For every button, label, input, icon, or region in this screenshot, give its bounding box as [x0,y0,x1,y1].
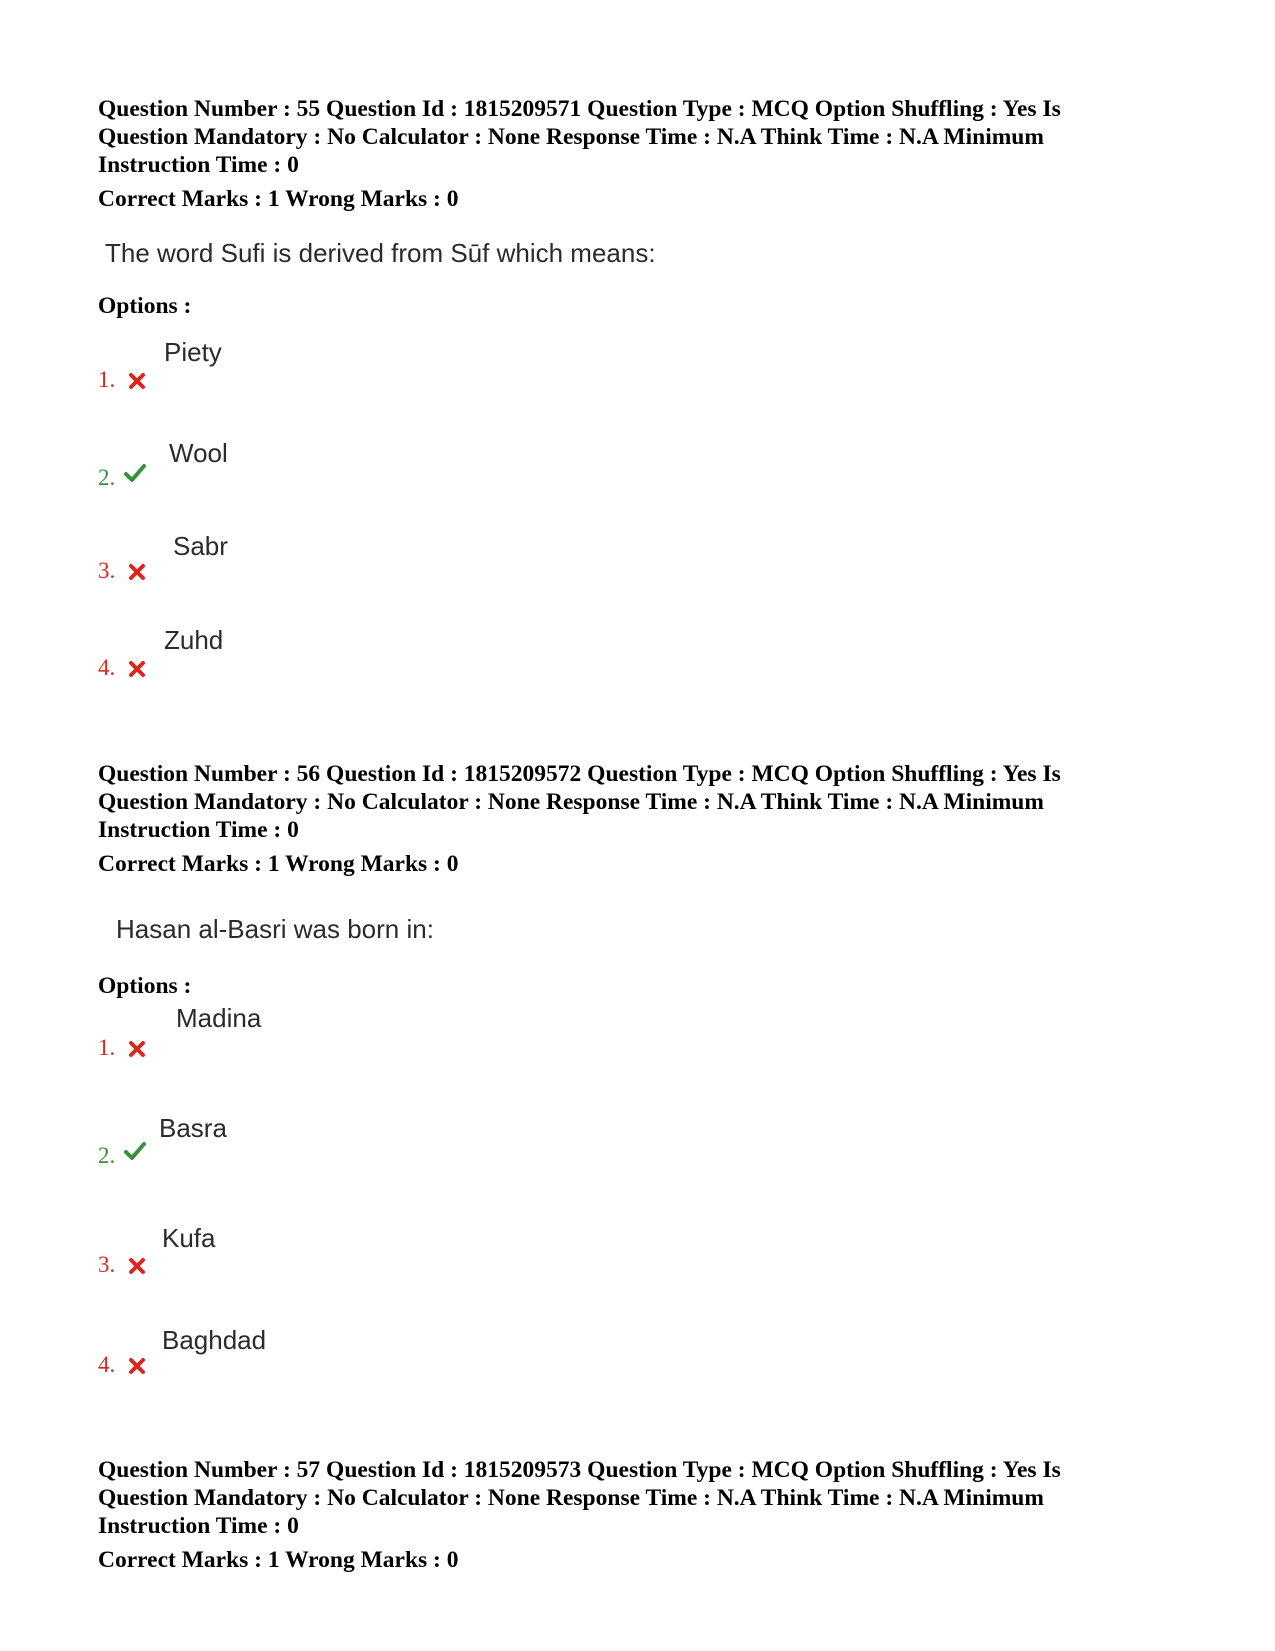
question-text: Hasan al-Basri was born in: [116,914,434,944]
option-text: Baghdad [162,1325,267,1355]
option-text: Piety [164,337,222,367]
question-57-header [98,1456,1178,1574]
question-meta-line: Question Number : 57 Question Id : 1815209573 Question Type : MCQ Option Shuffling : Yes Is [98,1457,1061,1483]
question-text: The word Sufi is derived from Sūf which means: [105,238,656,268]
options-label: Options : [98,293,192,319]
option-text: Madina [176,1003,262,1033]
option-number: 2. [98,1143,116,1168]
question-meta-line: Question Number : 55 Question Id : 1815209571 Question Type : MCQ Option Shuffling : Yes Is [98,96,1061,122]
question-meta-line: Question Mandatory : No Calculator : None Response Time : N.A Think Time : N.A Minimum [98,124,1044,150]
marks-line: Correct Marks : 1 Wrong Marks : 0 [98,186,459,212]
option-number: 3. [98,558,116,583]
cross-icon [126,562,148,582]
marks-line: Correct Marks : 1 Wrong Marks : 0 [98,851,459,877]
cross-icon [126,371,148,391]
cross-icon [126,659,148,679]
question-meta-line: Instruction Time : 0 [98,1513,299,1539]
option-text: Zuhd [164,625,224,655]
question-55-header [98,95,1178,213]
check-icon [124,1141,146,1161]
cross-icon [126,1356,148,1376]
option-number: 4. [98,655,116,680]
option-text: Basra [159,1113,227,1143]
question-meta-line: Instruction Time : 0 [98,152,299,178]
question-meta-line: Question Mandatory : No Calculator : None Response Time : N.A Think Time : N.A Minimum [98,789,1044,815]
option-text: Wool [169,438,228,468]
cross-icon [126,1256,148,1276]
option-text: Sabr [173,531,228,561]
question-meta-line: Question Mandatory : No Calculator : None Response Time : N.A Think Time : N.A Minimum [98,1485,1044,1511]
option-number: 2. [98,465,116,490]
question-56-header [98,760,1178,878]
options-label: Options : [98,973,192,999]
option-number: 3. [98,1252,116,1277]
option-number: 4. [98,1352,116,1377]
marks-line: Correct Marks : 1 Wrong Marks : 0 [98,1547,459,1573]
question-meta-line: Question Number : 56 Question Id : 1815209572 Question Type : MCQ Option Shuffling : Yes Is [98,761,1061,787]
check-icon [124,463,146,483]
option-text: Kufa [162,1223,216,1253]
option-number: 1. [98,367,116,392]
question-meta-line: Instruction Time : 0 [98,817,299,843]
option-number: 1. [98,1035,116,1060]
cross-icon [126,1039,148,1059]
